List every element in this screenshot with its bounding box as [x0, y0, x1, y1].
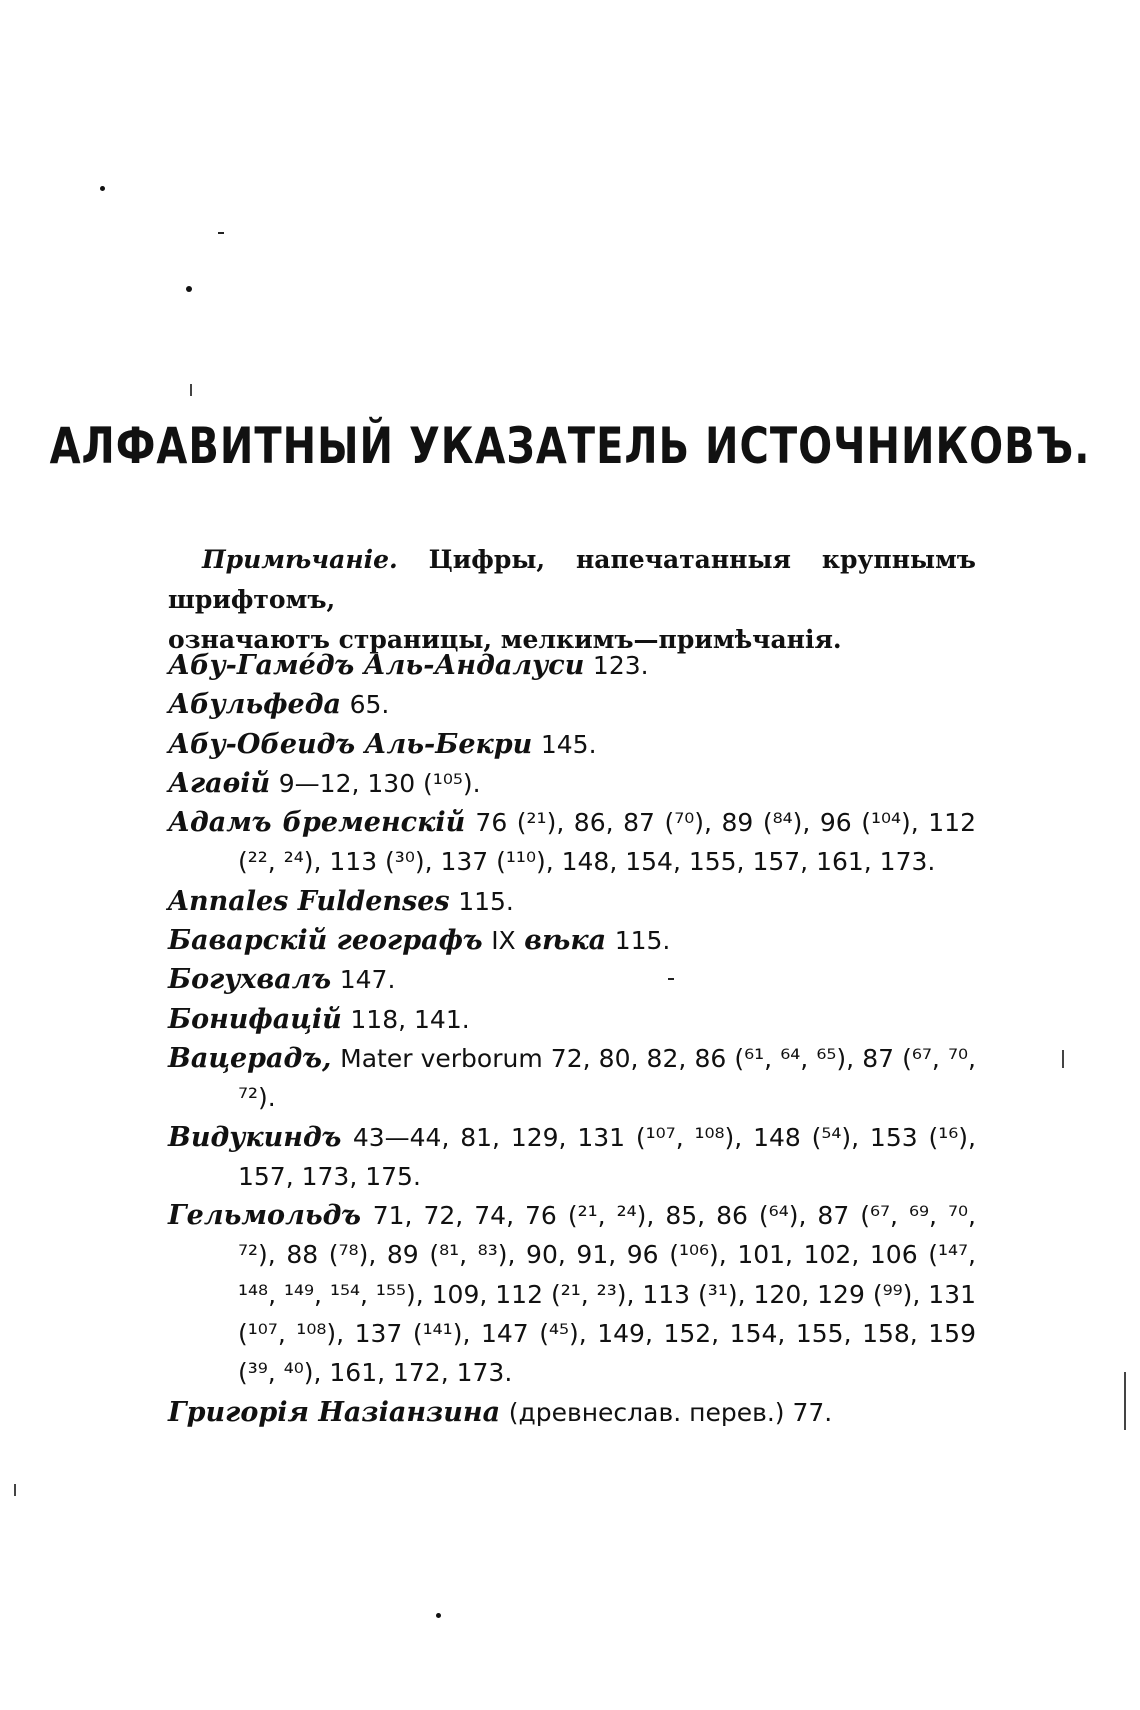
- entry-refs: 147.: [339, 965, 396, 995]
- entry-name: Абульфеда: [168, 689, 342, 721]
- index-entry: [168, 725, 976, 764]
- entry-name: Вацерадъ,: [168, 1042, 332, 1074]
- entry-name: Абу-Гамéдъ Аль-Андалуси: [168, 650, 585, 681]
- scan-line: [14, 1484, 16, 1496]
- entry-refs: 71, 72, 74, 76 (²¹, ²⁴), 85, 86 (⁶⁴), 87 (⁶⁷, ⁶⁹, ⁷⁰, ⁷²), 88 (⁷⁸), 89 (⁸¹, ⁸³), 90, 91, 96 (¹⁰⁶), 101, 102, 106 (¹⁴⁷, ¹⁴⁸, ¹⁴⁹, ¹⁵⁴, ¹⁵⁵), 109, 112 (²¹, ²³), 113 (³¹), 120, 129 (⁹⁹), 131 (¹⁰⁷, ¹⁰⁸), 137 (¹⁴¹), 147 (⁴⁵), 149, 152, 154, 155, 158, 159 (³⁹, ⁴⁰), 161, 172, 173.: [238, 1201, 976, 1388]
- index-entry: [168, 685, 976, 724]
- index-entry: [168, 1393, 976, 1432]
- scan-line: [190, 384, 192, 396]
- ink-speck: [186, 286, 192, 292]
- scan-line: [1124, 1372, 1126, 1430]
- index-entry: [168, 803, 976, 882]
- index-entry: [168, 921, 976, 960]
- entry-refs: 65.: [349, 690, 390, 720]
- entry-name: Агаѳій: [168, 767, 271, 799]
- entry-name: Баварскій географъ: [168, 925, 483, 957]
- entry-name: Бонифацій: [168, 1003, 342, 1035]
- entry-name: Гельмольдъ: [168, 1200, 362, 1232]
- index-entry: [168, 1118, 976, 1197]
- entry-name: Григорія Назіанзина: [168, 1396, 501, 1428]
- entry-refs: 115.: [614, 926, 671, 956]
- index-entry: [168, 1039, 976, 1118]
- note-label: Примѣчаніе.: [202, 545, 398, 574]
- entry-refs: Mater verborum 72, 80, 82, 86 (⁶¹, ⁶⁴, ⁶⁵), 87 (⁶⁷, ⁷⁰, ⁷²).: [238, 1043, 976, 1113]
- entry-name: Абу-Обеидъ Аль-Бекри: [168, 728, 533, 760]
- page-title: АЛФАВИТНЫЙ УКАЗАТЕЛЬ ИСТОЧНИКОВЪ.: [49, 418, 1091, 476]
- entry-refs: 43—44, 81, 129, 131 (¹⁰⁷, ¹⁰⁸), 148 (⁵⁴), 153 (¹⁶), 157, 173, 175.: [238, 1122, 976, 1191]
- entry-refs: 123.: [592, 651, 649, 680]
- note-text-1: Цифры, напечатанныя крупнымъ шрифтомъ,: [168, 545, 976, 614]
- entry-refs: 76 (²¹), 86, 87 (⁷⁰), 89 (⁸⁴), 96 (¹⁰⁴), 112 (²², ²⁴), 113 (³⁰), 137 (¹¹⁰), 148, 154, 155, 157, 161, 173.: [238, 808, 976, 877]
- index-entry: [168, 764, 976, 803]
- index-entry: [168, 960, 976, 999]
- ink-speck: [100, 186, 105, 191]
- source-index: [168, 646, 976, 1432]
- index-entry: [168, 646, 976, 685]
- entry-refs: (древнеслав. перев.) 77.: [508, 1397, 833, 1427]
- index-entry: [168, 882, 976, 921]
- entry-name: Видукиндъ: [168, 1121, 342, 1153]
- index-entry: [168, 1000, 976, 1039]
- note-paragraph: [168, 540, 976, 660]
- note-line-1: [168, 540, 976, 620]
- entry-name-continued: вѣка: [524, 925, 607, 957]
- entry-refs: 145.: [540, 729, 597, 759]
- scan-line: [1062, 1050, 1064, 1068]
- entry-refs-mid: IX: [491, 926, 516, 956]
- note-line-2: означаютъ страницы, мелкимъ—примѣчанія.: [168, 625, 842, 654]
- index-entry: [168, 1196, 976, 1392]
- entry-name: Annales Fuldenses: [168, 885, 450, 917]
- entry-refs: 118, 141.: [350, 1004, 470, 1034]
- entry-name: Адамъ бременскій: [168, 807, 466, 839]
- entry-name: Богухвалъ: [168, 964, 332, 996]
- ink-speck: [436, 1613, 441, 1618]
- entry-refs: 9—12, 130 (¹⁰⁵).: [278, 768, 481, 798]
- entry-refs: 115.: [458, 886, 514, 916]
- ink-dash: [218, 232, 224, 234]
